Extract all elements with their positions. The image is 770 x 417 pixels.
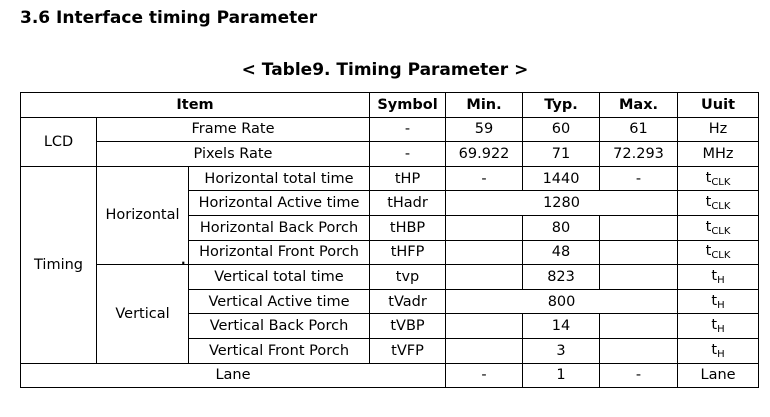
item-cell: Vertical Back Porch — [189, 314, 370, 339]
group-label-timing: Timing — [21, 166, 97, 363]
value-cell: 1280 — [446, 191, 678, 216]
min-cell — [446, 265, 523, 290]
symbol-cell: tHFP — [370, 240, 446, 265]
min-cell: - — [446, 166, 523, 191]
unit-cell: $t_{CLK}$ — [678, 240, 759, 265]
subgroup-label-vertical: Vertical — [97, 265, 189, 363]
section-title: 3.6 Interface timing Parameter — [20, 8, 318, 28]
max-cell — [600, 215, 678, 240]
max-cell: 72.293 — [600, 142, 678, 167]
timing-parameter-table — [20, 92, 759, 388]
typ-cell: 823 — [523, 265, 600, 290]
value-cell: 800 — [446, 289, 678, 314]
typ-cell: 48 — [523, 240, 600, 265]
min-cell — [446, 338, 523, 363]
max-cell: - — [600, 166, 678, 191]
min-cell — [446, 314, 523, 339]
item-cell: Horizontal total time — [189, 166, 370, 191]
table-row — [21, 166, 759, 191]
symbol-cell: tHBP — [370, 215, 446, 240]
unit-cell: Lane — [678, 363, 759, 388]
max-cell: 61 — [600, 117, 678, 142]
unit-cell: $t_H$ — [678, 314, 759, 339]
typ-cell: 71 — [523, 142, 600, 167]
max-cell: - — [600, 363, 678, 388]
symbol-cell: tHadr — [370, 191, 446, 216]
max-cell — [600, 314, 678, 339]
item-cell: Horizontal Back Porch — [189, 215, 370, 240]
max-cell — [600, 338, 678, 363]
item-cell: Pixels Rate — [97, 142, 370, 167]
stray-dot-mark: . — [181, 253, 186, 267]
symbol-cell: - — [370, 142, 446, 167]
header-row — [21, 93, 759, 118]
min-cell — [446, 240, 523, 265]
header-item: Item — [21, 93, 370, 118]
table-row — [21, 142, 759, 167]
typ-cell: 3 — [523, 338, 600, 363]
min-cell — [446, 215, 523, 240]
header-typ: Typ. — [523, 93, 600, 118]
unit-cell: $t_{CLK}$ — [678, 191, 759, 216]
item-cell: Vertical Front Porch — [189, 338, 370, 363]
item-cell: Frame Rate — [97, 117, 370, 142]
typ-cell: 1440 — [523, 166, 600, 191]
unit-cell: $t_{CLK}$ — [678, 215, 759, 240]
header-unit: Uuit — [678, 93, 759, 118]
unit-cell: $t_{CLK}$ — [678, 166, 759, 191]
max-cell — [600, 240, 678, 265]
symbol-cell: tVFP — [370, 338, 446, 363]
header-symbol: Symbol — [370, 93, 446, 118]
min-cell: 59 — [446, 117, 523, 142]
table-row — [21, 265, 759, 290]
item-cell: Horizontal Front Porch — [189, 240, 370, 265]
table-row — [21, 117, 759, 142]
symbol-cell: tHP — [370, 166, 446, 191]
item-cell: Vertical total time — [189, 265, 370, 290]
unit-cell: Hz — [678, 117, 759, 142]
item-cell: Vertical Active time — [189, 289, 370, 314]
subgroup-label-horizontal: Horizontal — [97, 166, 189, 264]
symbol-cell: tvp — [370, 265, 446, 290]
unit-cell: $t_H$ — [678, 289, 759, 314]
symbol-cell: tVBP — [370, 314, 446, 339]
table-title: < Table9. Timing Parameter > — [241, 60, 529, 80]
unit-cell: $t_H$ — [678, 338, 759, 363]
typ-cell: 60 — [523, 117, 600, 142]
table-row — [21, 363, 759, 388]
min-cell: 69.922 — [446, 142, 523, 167]
typ-cell: 80 — [523, 215, 600, 240]
header-max: Max. — [600, 93, 678, 118]
symbol-cell: tVadr — [370, 289, 446, 314]
unit-cell: MHz — [678, 142, 759, 167]
header-min: Min. — [446, 93, 523, 118]
item-cell: Horizontal Active time — [189, 191, 370, 216]
typ-cell: 1 — [523, 363, 600, 388]
unit-cell: $t_H$ — [678, 265, 759, 290]
min-cell: - — [446, 363, 523, 388]
max-cell — [600, 265, 678, 290]
symbol-cell: - — [370, 117, 446, 142]
group-label-lcd: LCD — [21, 117, 97, 166]
typ-cell: 14 — [523, 314, 600, 339]
item-cell: Lane — [21, 363, 446, 388]
